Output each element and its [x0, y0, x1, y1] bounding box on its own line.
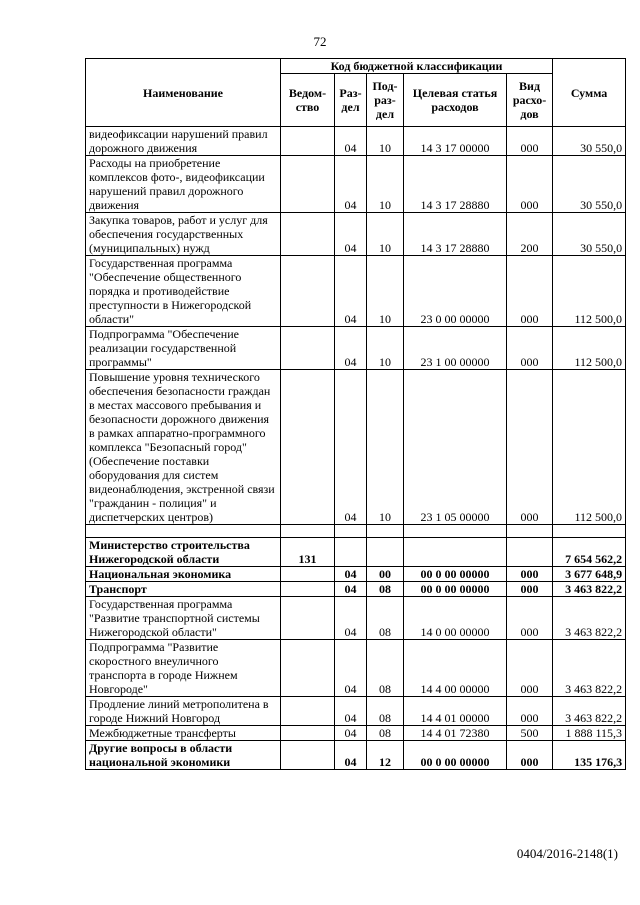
- cell-target-article: 23 1 00 00000: [404, 327, 507, 370]
- cell-subsection: 10: [367, 327, 404, 370]
- cell-expense-type: 000: [507, 370, 553, 525]
- cell-sum: 7 654 562,2: [553, 538, 626, 567]
- cell-expense-type: 000: [507, 327, 553, 370]
- cell-department: [281, 640, 335, 697]
- cell-expense-type: [507, 525, 553, 538]
- cell-department: [281, 582, 335, 597]
- cell-sum: 112 500,0: [553, 370, 626, 525]
- cell-target-article: 14 0 00 00000: [404, 597, 507, 640]
- cell-subsection: 10: [367, 370, 404, 525]
- cell-expense-type: 000: [507, 256, 553, 327]
- cell-subsection: 08: [367, 640, 404, 697]
- cell-subsection: 10: [367, 156, 404, 213]
- cell-subsection: 08: [367, 726, 404, 741]
- cell-target-article: 14 4 01 00000: [404, 697, 507, 726]
- cell-department: [281, 741, 335, 770]
- cell-expense-type: 000: [507, 567, 553, 582]
- cell-sum: 3 463 822,2: [553, 582, 626, 597]
- cell-sum: 3 463 822,2: [553, 597, 626, 640]
- cell-department: [281, 370, 335, 525]
- table-row: [86, 697, 626, 726]
- cell-department: [281, 697, 335, 726]
- cell-name: Межбюджетные трансферты: [86, 726, 281, 741]
- cell-section: 04: [335, 327, 367, 370]
- cell-target-article: 14 4 00 00000: [404, 640, 507, 697]
- cell-target-article: [404, 525, 507, 538]
- cell-subsection: 10: [367, 256, 404, 327]
- cell-department: [281, 327, 335, 370]
- cell-expense-type: 500: [507, 726, 553, 741]
- cell-expense-type: 000: [507, 127, 553, 156]
- cell-name: Государственная программа "Обеспечение общественного порядка и противодействие преступности в Нижегородской области": [86, 256, 281, 327]
- cell-name: Государственная программа "Развитие транспортной системы Нижегородской области": [86, 597, 281, 640]
- cell-target-article: 14 3 17 28880: [404, 213, 507, 256]
- cell-department: [281, 525, 335, 538]
- cell-section: 04: [335, 697, 367, 726]
- header-section: Раз-дел: [335, 74, 367, 127]
- cell-target-article: [404, 538, 507, 567]
- cell-expense-type: 000: [507, 597, 553, 640]
- cell-subsection: 12: [367, 741, 404, 770]
- cell-target-article: 00 0 00 00000: [404, 582, 507, 597]
- table-row: [86, 726, 626, 741]
- cell-section: 04: [335, 127, 367, 156]
- cell-section: 04: [335, 156, 367, 213]
- cell-expense-type: [507, 538, 553, 567]
- cell-expense-type: 000: [507, 640, 553, 697]
- header-subsection: Под-раз-дел: [367, 74, 404, 127]
- table-row: [86, 127, 626, 156]
- budget-table: [85, 58, 626, 770]
- cell-subsection: 10: [367, 127, 404, 156]
- cell-sum: 135 176,3: [553, 741, 626, 770]
- cell-subsection: [367, 525, 404, 538]
- cell-target-article: 00 0 00 00000: [404, 741, 507, 770]
- cell-sum: 3 463 822,2: [553, 697, 626, 726]
- cell-sum: 1 888 115,3: [553, 726, 626, 741]
- cell-department: [281, 567, 335, 582]
- cell-target-article: 14 3 17 00000: [404, 127, 507, 156]
- cell-name: Расходы на приобретение комплексов фото-, видеофиксации нарушений правил дорожного движения: [86, 156, 281, 213]
- cell-subsection: 08: [367, 597, 404, 640]
- cell-department: [281, 213, 335, 256]
- cell-name: Подпрограмма "Обеспечение реализации государственной программы": [86, 327, 281, 370]
- cell-expense-type: 000: [507, 697, 553, 726]
- document-code: 0404/2016-2148(1): [516, 846, 618, 861]
- cell-section: 04: [335, 640, 367, 697]
- cell-department: [281, 726, 335, 741]
- table-row: [86, 327, 626, 370]
- cell-name: Продление линий метрополитена в городе Нижний Новгород: [86, 697, 281, 726]
- cell-name: Национальная экономика: [86, 567, 281, 582]
- cell-sum: 3 677 648,9: [553, 567, 626, 582]
- table-row: [86, 640, 626, 697]
- cell-subsection: 10: [367, 213, 404, 256]
- cell-target-article: 23 0 00 00000: [404, 256, 507, 327]
- cell-sum: 30 550,0: [553, 156, 626, 213]
- cell-sum: 30 550,0: [553, 213, 626, 256]
- cell-department: [281, 256, 335, 327]
- cell-section: 04: [335, 256, 367, 327]
- header-target-article: Целевая статья расходов: [404, 74, 507, 127]
- cell-department: [281, 127, 335, 156]
- cell-sum: 30 550,0: [553, 127, 626, 156]
- cell-subsection: 08: [367, 697, 404, 726]
- cell-subsection: [367, 538, 404, 567]
- cell-section: [335, 525, 367, 538]
- header-classification-code: Код бюджетной классификации: [281, 59, 553, 74]
- cell-subsection: 08: [367, 582, 404, 597]
- cell-sum: [553, 525, 626, 538]
- cell-target-article: 14 4 01 72380: [404, 726, 507, 741]
- table-row: [86, 256, 626, 327]
- cell-section: 04: [335, 370, 367, 525]
- cell-section: 04: [335, 582, 367, 597]
- cell-expense-type: 200: [507, 213, 553, 256]
- cell-expense-type: 000: [507, 156, 553, 213]
- cell-expense-type: 000: [507, 582, 553, 597]
- cell-target-article: 23 1 05 00000: [404, 370, 507, 525]
- cell-section: 04: [335, 567, 367, 582]
- cell-sum: 112 500,0: [553, 327, 626, 370]
- cell-subsection: 00: [367, 567, 404, 582]
- cell-name: Закупка товаров, работ и услуг для обеспечения государственных (муниципальных) нужд: [86, 213, 281, 256]
- table-row: [86, 597, 626, 640]
- cell-target-article: 00 0 00 00000: [404, 567, 507, 582]
- cell-name: видеофиксации нарушений правил дорожного движения: [86, 127, 281, 156]
- cell-name: Другие вопросы в области национальной экономики: [86, 741, 281, 770]
- table-row: [86, 741, 626, 770]
- cell-section: 04: [335, 213, 367, 256]
- cell-section: 04: [335, 741, 367, 770]
- cell-section: 04: [335, 597, 367, 640]
- header-department: Ведом-ство: [281, 74, 335, 127]
- cell-expense-type: 000: [507, 741, 553, 770]
- cell-department: [281, 156, 335, 213]
- header-name: Наименование: [86, 59, 281, 127]
- table-body: [86, 127, 626, 770]
- table-row: [86, 582, 626, 597]
- table-row: [86, 538, 626, 567]
- cell-department: [281, 597, 335, 640]
- cell-name: Повышение уровня технического обеспечения безопасности граждан в местах массового пребывания и безопасности дорожного движения в рамках аппаратно-программного комплекса "Безопасный город" (Обеспечение поставки оборудования для систем видеонаблюдения, экстренной связи "гражданин - полиция" и диспетчерских центров): [86, 370, 281, 525]
- cell-department: 131: [281, 538, 335, 567]
- cell-sum: 112 500,0: [553, 256, 626, 327]
- header-expense-type: Вид расхо-дов: [507, 74, 553, 127]
- cell-target-article: 14 3 17 28880: [404, 156, 507, 213]
- cell-section: [335, 538, 367, 567]
- page-number: 72: [313, 34, 327, 49]
- cell-name: Транспорт: [86, 582, 281, 597]
- cell-sum: 3 463 822,2: [553, 640, 626, 697]
- table-row: [86, 156, 626, 213]
- cell-section: 04: [335, 726, 367, 741]
- cell-name: Министерство строительства Нижегородской области: [86, 538, 281, 567]
- table-row: [86, 370, 626, 525]
- table-row: [86, 213, 626, 256]
- table-row: [86, 525, 626, 538]
- header-sum: Сумма: [553, 59, 626, 127]
- cell-name: Подпрограмма "Развитие скоростного внеуличного транспорта в городе Нижнем Новгороде": [86, 640, 281, 697]
- cell-name: [86, 525, 281, 538]
- table-row: [86, 567, 626, 582]
